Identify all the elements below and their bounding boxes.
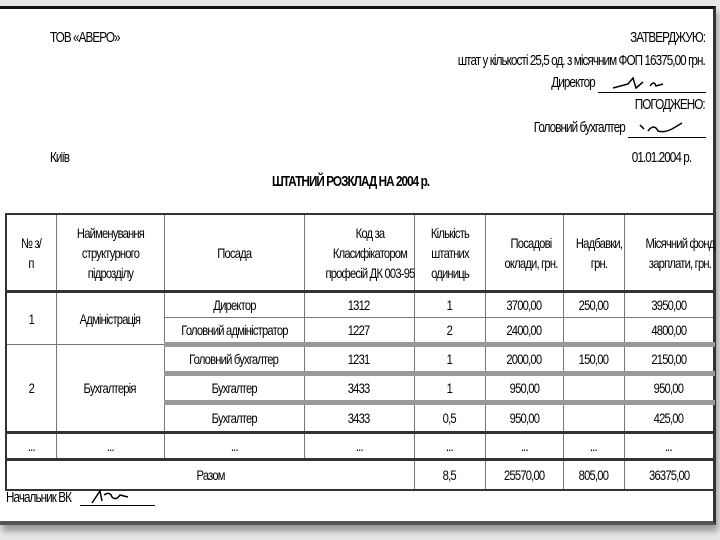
date: 01.01.2004 р.: [631, 149, 691, 166]
signature-icon: [90, 487, 140, 505]
code: 3433: [348, 410, 370, 426]
ellipsis: ...: [355, 438, 363, 454]
document-title: ШТАТНИЙ РОЗКЛАД НА 2004 р.: [272, 173, 430, 190]
signature-icon: [608, 74, 678, 92]
staff-schedule-table: [5, 213, 715, 491]
accountant-signature: [628, 119, 706, 138]
document-page: [0, 6, 716, 525]
salary: 950,00: [509, 380, 539, 396]
count: 1: [446, 351, 453, 367]
column-header: Найменування структурного підрозділу: [76, 224, 144, 281]
accountant-label: Головний бухгалтер: [533, 119, 625, 136]
column-header: Код за Класифікатором професій ДК 003-95: [324, 224, 415, 281]
fund: 4800,00: [651, 322, 687, 338]
ellipsis: ...: [520, 438, 528, 454]
code: 1227: [348, 322, 370, 338]
salary: 2000,00: [506, 351, 542, 367]
salary: 3700,00: [506, 297, 542, 313]
ellipsis: ...: [230, 438, 238, 454]
column-header: Надбавки, грн.: [575, 234, 622, 271]
table-header: [6, 214, 714, 292]
position: Головний адміністратор: [180, 322, 288, 338]
count: 1: [446, 297, 453, 313]
total-row: [6, 460, 714, 491]
column-header: Посадові оклади, грн.: [503, 234, 558, 271]
column-header: Кількість штатних одиниць: [430, 224, 469, 281]
ellipsis: ...: [665, 438, 673, 454]
column-header: Місячний фонд зарплати, грн.: [645, 234, 714, 271]
company-name: ТОВ «АВЕРО»: [50, 29, 120, 46]
position: Бухгалтер: [211, 380, 257, 396]
approve-title: ЗАТВЕРДЖУЮ:: [630, 29, 705, 46]
salary: 2400,00: [506, 322, 542, 338]
total-count: 8,5: [442, 467, 457, 483]
count: 1: [446, 380, 453, 396]
bonus: 250,00: [578, 297, 609, 313]
hr-signature: [80, 487, 155, 506]
fund: 425,00: [654, 410, 684, 426]
position: Директор: [212, 297, 256, 313]
ellipsis: ...: [106, 438, 114, 454]
director-signature: [598, 74, 706, 93]
fund: 2150,00: [651, 351, 687, 367]
agreed-title: ПОГОДЖЕНО:: [634, 96, 705, 113]
column-header: Посада: [216, 244, 252, 261]
total-label: Разом: [196, 467, 225, 483]
code: 1312: [348, 297, 370, 313]
ellipsis: ...: [590, 438, 597, 454]
ellipsis-row: [6, 433, 714, 460]
row-number: 2: [28, 380, 34, 396]
count: 2: [446, 322, 453, 338]
row-number: 1: [28, 310, 34, 327]
fund: 950,00: [654, 380, 684, 396]
hr-label: Начальник ВК: [6, 489, 71, 506]
position: Головний бухгалтер: [189, 351, 279, 367]
total-salary: 25570,00: [503, 467, 545, 483]
table-row: [6, 345, 714, 374]
column-header: № з/п: [21, 234, 42, 271]
total-fund: 36375,00: [648, 467, 689, 483]
ellipsis: ...: [446, 438, 453, 454]
total-bonus: 805,00: [578, 467, 609, 483]
count: 0,5: [442, 410, 457, 426]
city: Київ: [50, 149, 70, 166]
approve-text: штат у кількості 25,5 од. з місячним ФОП 16375,00 грн.: [457, 52, 705, 69]
code: 1231: [348, 351, 370, 367]
unit-name: Бухгалтерія: [83, 380, 137, 396]
director-label: Директор: [551, 74, 595, 91]
code: 3433: [348, 380, 370, 396]
table-row: [6, 292, 714, 318]
fund: 3950,00: [651, 297, 687, 313]
ellipsis: ...: [27, 438, 35, 454]
signature-icon: [638, 119, 698, 137]
unit-name: Адміністрація: [79, 310, 141, 327]
salary: 950,00: [509, 410, 539, 426]
position: Бухгалтер: [211, 410, 257, 426]
bonus: 150,00: [578, 351, 609, 367]
